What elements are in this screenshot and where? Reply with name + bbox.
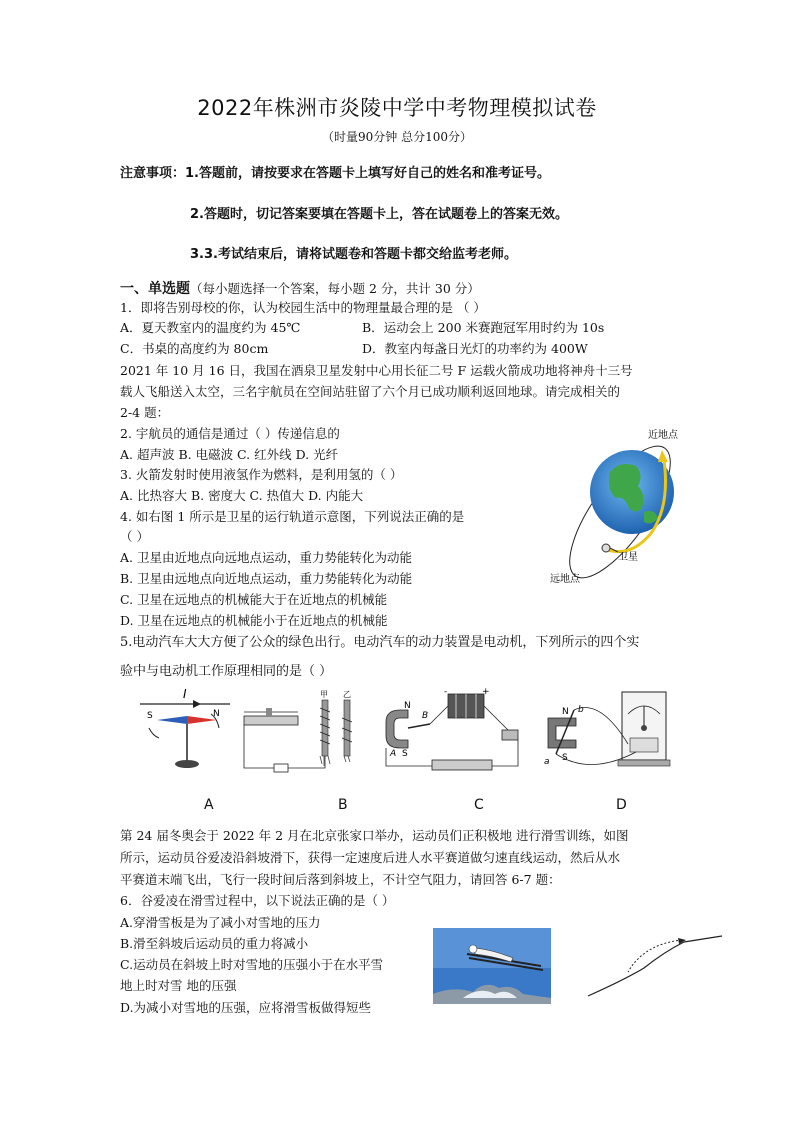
- c-plus-label: +: [482, 688, 490, 697]
- notice-item-3: 3.3.考试结束后，请将试题卷和答题卡都交给监考老师。: [190, 247, 517, 262]
- q4-stem: 4. 如右图 1 所示是卫星的运行轨道示意图，下列说法正确的是: [120, 509, 465, 524]
- figure-label-a: A: [204, 797, 214, 813]
- galvanometer-pivot: [641, 725, 647, 731]
- orbit-arrow: [658, 450, 668, 462]
- passage2-line-3: 平赛道末端飞出，飞行一段时间后落到斜坡上，不计空气阻力，请回答 6-7 题：: [120, 872, 561, 887]
- needle-s-label: S: [147, 711, 153, 721]
- magnet-d: [548, 718, 576, 748]
- figure-b-electromagnets: [240, 688, 365, 778]
- q6-stem: 6．谷爱凌在滑雪过程中，以下说法正确的是（ ）: [120, 893, 395, 908]
- horseshoe-magnet: [386, 710, 408, 748]
- apogee-label: 远地点: [550, 574, 580, 585]
- d-s-label: S: [562, 753, 568, 763]
- conductor-rod: [408, 724, 430, 728]
- c-minus-label: -: [444, 688, 448, 697]
- q1-option-c: C．书桌的高度约为 80cm: [120, 341, 269, 356]
- notice-line-1: [120, 162, 550, 181]
- passage1-line-1: 2021 年 10 月 16 日，我国在酒泉卫星发射中心用长征二号 F 运载火箭成功地将神舟十三号: [120, 363, 633, 378]
- slope-line: [588, 936, 722, 996]
- c-s-label: S: [402, 749, 408, 759]
- ski-jumper-photo: [433, 928, 551, 1004]
- figure-label-d: D: [616, 797, 627, 813]
- q6-option-d: D.为减小对雪地的压强，应将滑雪板做得短些: [120, 1000, 372, 1015]
- q4-option-a: A. 卫星由近地点向远地点运动，重力势能转化为动能: [120, 550, 412, 565]
- core-left: [322, 700, 328, 756]
- switch: [502, 730, 518, 740]
- d-b-label: b: [578, 705, 584, 715]
- orbit-figure: [540, 420, 710, 595]
- current-label: I: [183, 688, 187, 701]
- notice-label: 注意事项：: [120, 166, 186, 181]
- jumper-helmet: [469, 945, 477, 953]
- rheostat-c: [432, 760, 492, 770]
- c-b-label: B: [422, 711, 429, 721]
- figure-label-b: B: [338, 797, 348, 813]
- q1-option-d: D．教室内每盏日光灯的功率约为 400W: [362, 341, 588, 356]
- q1-stem: 1．即将告别母校的你，认为校园生活中的物理量最合理的是 （ ）: [120, 300, 486, 315]
- needle-south-half: [157, 716, 187, 724]
- q4-paren: （ ）: [120, 529, 149, 544]
- q6-option-b: B.滑至斜坡后运动员的重力将减小: [120, 936, 309, 951]
- q4-option-b: B. 卫星由远地点向近地点运动，重力势能转化为动能: [120, 571, 413, 586]
- q2-options: A. 超声波 B. 电磁波 C. 红外线 D. 光纤: [120, 447, 339, 462]
- notice-item-1: 1.答题前，请按要求在答题卡上填写好自己的姓名和准考证号。: [185, 166, 550, 181]
- q4-option-c: C. 卫星在远地点的机械能大于在近地点的机械能: [120, 592, 388, 607]
- compass-base: [175, 760, 199, 768]
- core-right: [344, 700, 350, 756]
- rheostat-slider: [266, 708, 272, 716]
- galvanometer-base: [618, 760, 670, 766]
- rotation-arrow-left: [149, 728, 159, 738]
- flight-path: [628, 940, 682, 972]
- passage2-line-2: 所示，运动员谷爱凌沿斜坡滑下，获得一定速度后进人水平赛道做匀速直线运动，然后从水: [120, 850, 621, 865]
- section-note: （每小题选择一个答案，每小题 2 分，共计 30 分）: [190, 281, 480, 296]
- trajectory-diagram: [584, 928, 724, 1000]
- exam-title: 2022年株洲市炎陵中学中考物理模拟试卷: [197, 96, 597, 120]
- section-title: 一、单选题: [120, 281, 190, 297]
- notice-item-2: 2.答题时，切记答案要填在答题卡上，答在试题卷上的答案无效。: [190, 207, 568, 222]
- q5-line-1: 5.电动汽车大大方便了公众的绿色出行。电动汽车的动力装置是电动机，下列所示的四个实: [120, 635, 640, 650]
- current-arrow: [193, 700, 201, 708]
- passage1-line-3: 2-4 题：: [120, 405, 170, 420]
- q3-stem: 3. 火箭发射时使用液氢作为燃料，是利用氢的（ ）: [120, 467, 403, 482]
- satellite-label: 卫星: [618, 552, 638, 563]
- q6-option-c-line-2: 地上时对雪 地的压强: [120, 978, 237, 993]
- q3-options: A. 比热容大 B. 密度大 C. 热值大 D. 内能大: [120, 488, 364, 503]
- rheostat-body: [244, 716, 298, 725]
- figure-c-induction: [378, 688, 528, 783]
- passage2-line-1: 第 24 届冬奥会于 2022 年 2 月在北京张家口举办，运动员们正积极地 进行滑雪训练，如图: [120, 828, 629, 843]
- perigee-label: 近地点: [648, 430, 678, 441]
- q1-option-a: A．夏天教室内的温度约为 45℃: [120, 320, 301, 335]
- q5-line-2: 验中与电动机工作原理相同的是（ ）: [120, 664, 333, 679]
- galvanometer-panel: [630, 738, 658, 752]
- d-a-label: a: [544, 757, 550, 767]
- d-n-label: N: [562, 707, 569, 717]
- figure-d-generator: [540, 688, 680, 778]
- q4-option-d: D. 卫星在远地点的机械能小于在近地点的机械能: [120, 613, 388, 628]
- battery-box: [274, 764, 288, 772]
- satellite-icon: [602, 544, 610, 552]
- exam-subtitle: （时量90分钟 总分100分）: [322, 130, 472, 144]
- c-n-label: N: [404, 701, 411, 711]
- b-left-label: 甲: [320, 690, 328, 699]
- q6-option-a: A.穿滑雪板是为了减小对雪地的压力: [120, 915, 321, 930]
- passage1-line-2: 载人飞船送入太空，三名宇航员在空间站驻留了六个月已成功顺利返回地球。请完成相关的: [120, 384, 621, 399]
- q6-option-c-line-1: C.运动员在斜坡上时对雪地的压强小于在水平雪: [120, 957, 384, 972]
- b-right-label: 乙: [343, 690, 351, 699]
- q1-option-b: B．运动会上 200 米赛跑冠军用时约为 10s: [362, 320, 605, 335]
- c-a-label: A: [390, 749, 397, 759]
- pins-right: [344, 756, 350, 762]
- circuit-wire: [244, 725, 325, 768]
- q2-stem: 2. 宇航员的通信是通过（ ）传递信息的: [120, 426, 340, 441]
- figure-label-c: C: [474, 797, 484, 813]
- section-heading: [120, 278, 480, 298]
- figure-a-compass: [135, 688, 235, 778]
- needle-n-label: N: [213, 709, 220, 719]
